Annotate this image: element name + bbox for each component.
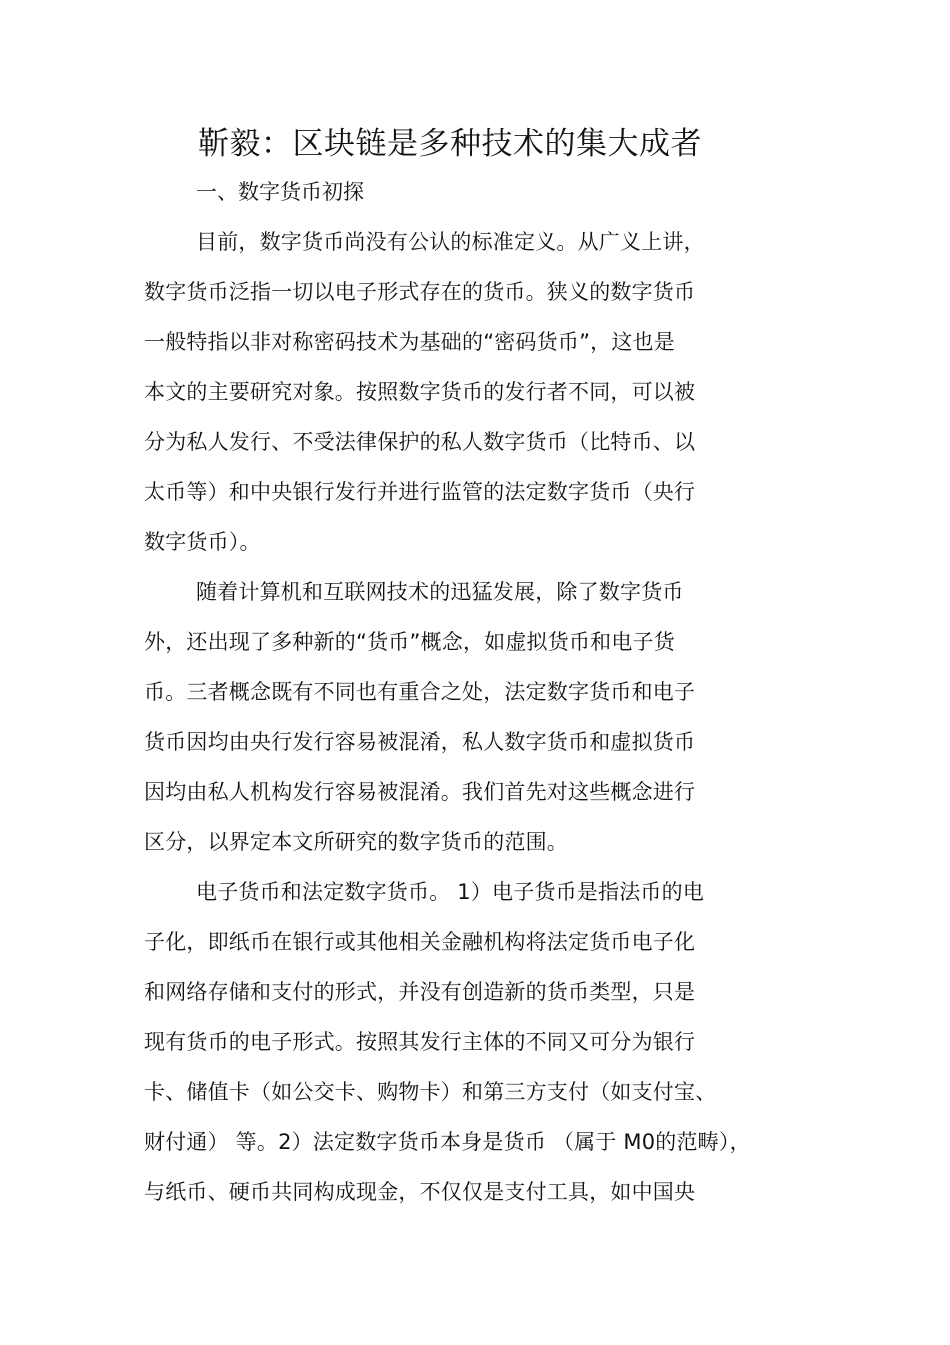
text-line-13: 区分，以界定本文所研究的数字货币的范围。 bbox=[144, 830, 568, 854]
text-line-8: 随着计算机和互联网技术的迅猛发展，除了数字货币 bbox=[196, 580, 684, 604]
text-line-18: 卡、储值卡（如公交卡、购物卡）和第三方支付（如支付宝、 bbox=[144, 1080, 717, 1104]
text-line-7: 数字货币）。 bbox=[144, 530, 261, 554]
text-line-20: 与纸币、硬币共同构成现金，不仅仅是支付工具，如中国央 bbox=[144, 1180, 696, 1204]
document-title: 靳毅：区块链是多种技术的集大成者 bbox=[198, 126, 702, 162]
text-line-5: 分为私人发行、不受法律保护的私人数字货币（比特币、以 bbox=[144, 430, 696, 454]
text-line-6: 太币等）和中央银行发行并进行监管的法定数字货币（央行 bbox=[144, 480, 696, 504]
text-line-3: 一般特指以非对称密码技术为基础的“密码货币”，这也是 bbox=[144, 330, 675, 354]
text-line-9: 外，还出现了多种新的“货币”概念，如虚拟货币和电子货 bbox=[144, 630, 675, 654]
text-line-1: 目前，数字货币尚没有公认的标准定义。从广义上讲， bbox=[196, 230, 705, 254]
text-line-16: 和网络存储和支付的形式，并没有创造新的货币类型，只是 bbox=[144, 980, 696, 1004]
text-line-4: 本文的主要研究对象。按照数字货币的发行者不同，可以被 bbox=[144, 380, 696, 404]
text-line-15: 子化，即纸币在银行或其他相关金融机构将法定货币电子化 bbox=[144, 930, 696, 954]
text-line-2: 数字货币泛指一切以电子形式存在的货币。狭义的数字货币 bbox=[144, 280, 696, 304]
text-line-10: 币。三者概念既有不同也有重合之处，法定数字货币和电子 bbox=[144, 680, 696, 704]
text-line-19: 财付通） 等。2）法定数字货币本身是货币 （属于 M0的范畴）， bbox=[144, 1130, 751, 1154]
text-line-17: 现有货币的电子形式。按照其发行主体的不同又可分为银行 bbox=[144, 1030, 696, 1054]
text-line-12: 因均由私人机构发行容易被混淆。我们首先对这些概念进行 bbox=[144, 780, 696, 804]
section-heading: 一、数字货币初探 bbox=[196, 180, 364, 204]
text-line-11: 货币因均由央行发行容易被混淆，私人数字货币和虚拟货币 bbox=[144, 730, 696, 754]
text-line-14: 电子货币和法定数字货币。 1）电子货币是指法币的电 bbox=[196, 880, 705, 904]
